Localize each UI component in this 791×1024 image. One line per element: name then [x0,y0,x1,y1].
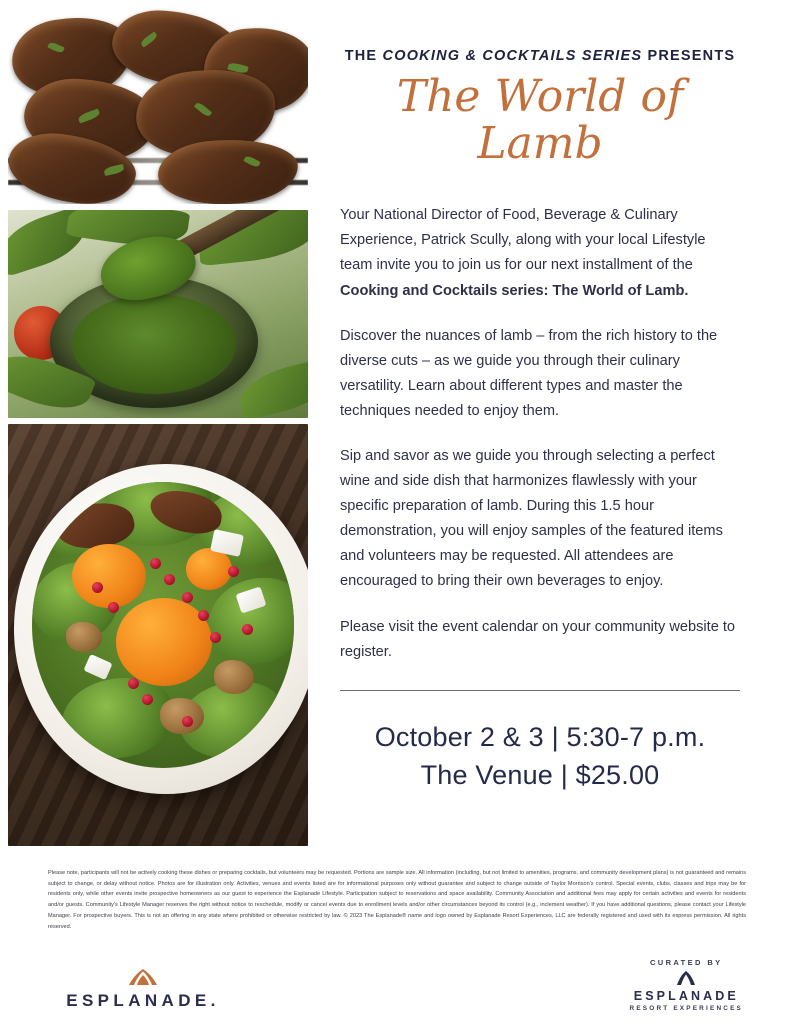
eyebrow-series: COOKING & COCKTAILS SERIES [382,48,643,64]
esplanade-resort-mark-icon [673,970,699,986]
esplanade-wordmark: ESPLANADE. [66,991,220,1010]
esplanade-resort-wordmark: ESPLANADE [633,989,739,1003]
eyebrow-post: PRESENTS [642,48,736,64]
salad-contents [32,482,294,768]
esplanade-mark-icon [122,968,164,986]
event-date-time: October 2 & 3 | 5:30-7 p.m. [374,722,706,752]
legal-disclaimer: Please note, participants will not be actively cooking these dishes or preparing cocktails, but volunteers may be requested. Portions are sample size. All information (including, but not limited to amenities, programs, and community development plans) is not guaranteed and remains subject to change, or delay without notice. Photos are for illustration only. Activities, venues and events listed are for informational purposes only without guarantee and subject to change outside of Taylor Morrison's control. Special events, clubs, classes and trips may be for residents only, while other events invite prospective homeowners as our guest to experience the Esplanade Lifestyle. Participation subject to reservations and space availability. Community Association and additional fees may apply for certain activities and events for residents and/or guests. Community's Lifestyle Manager reserves the right without notice to reschedule, modify or cancel events due to enrollment levels and/or other circumstances beyond its control (e.g., inclement weather). If you have additional questions, please contact your Lifestyle Manager. For prospective buyers. This is not an offering in any state where prohibited or otherwise restricted by law. © 2023 The Esplanade® name and logo owned by Esplanade Resort Experiences, LLC are federally registered and used with its express permission. All rights reserved. [48,870,746,930]
paragraph-1-text: Your National Director of Food, Beverage & Culinary Experience, Patrick Scully, along with your local Lifestyle team invite you to join us for our next installment of the [340,207,706,274]
section-divider [340,690,740,691]
photo-grilled-lamb-chops [8,8,308,204]
page-title: The World of Lamb [396,71,684,169]
curated-by-logo [630,958,743,1012]
body-copy [340,203,740,665]
eyebrow [340,48,740,64]
event-venue-price: The Venue | $25.00 [420,760,660,791]
lamb-photo-art [8,8,308,204]
eyebrow-pre: THE [344,48,383,64]
event-details [340,718,740,795]
paragraph-3: Sip and savor as we guide you through selecting a perfect wine and side dish that harmonizes flawlessly with your specific preparation of lamb. During this 1.5 hour demonstration, you will enjoy samples of the featured items and volunteers may be requested. All attendees are encouraged to bring their own beverages to enjoy. [340,448,723,590]
esplanade-logo-left [48,968,238,1011]
flyer-content [340,48,740,665]
photo-column [8,8,308,846]
paragraph-2: Discover the nuances of lamb – from the rich history to the diverse cuts – as we guide you through their culinary versatility. Learn about different types and master the techniques needed to enjoy them. [340,327,718,419]
esplanade-resort-sub: RESORT EXPERIENCES [629,1005,743,1012]
paragraph-1-bold: Cooking and Cocktails series: The World of Lamb. [340,282,689,299]
curated-by-label: CURATED BY [649,958,723,967]
photo-salad-bowl [8,424,308,846]
paragraph-1 [340,203,740,303]
paragraph-4: Please visit the event calendar on your community website to register. [340,618,736,660]
photo-chimichurri-sauce [8,210,308,418]
